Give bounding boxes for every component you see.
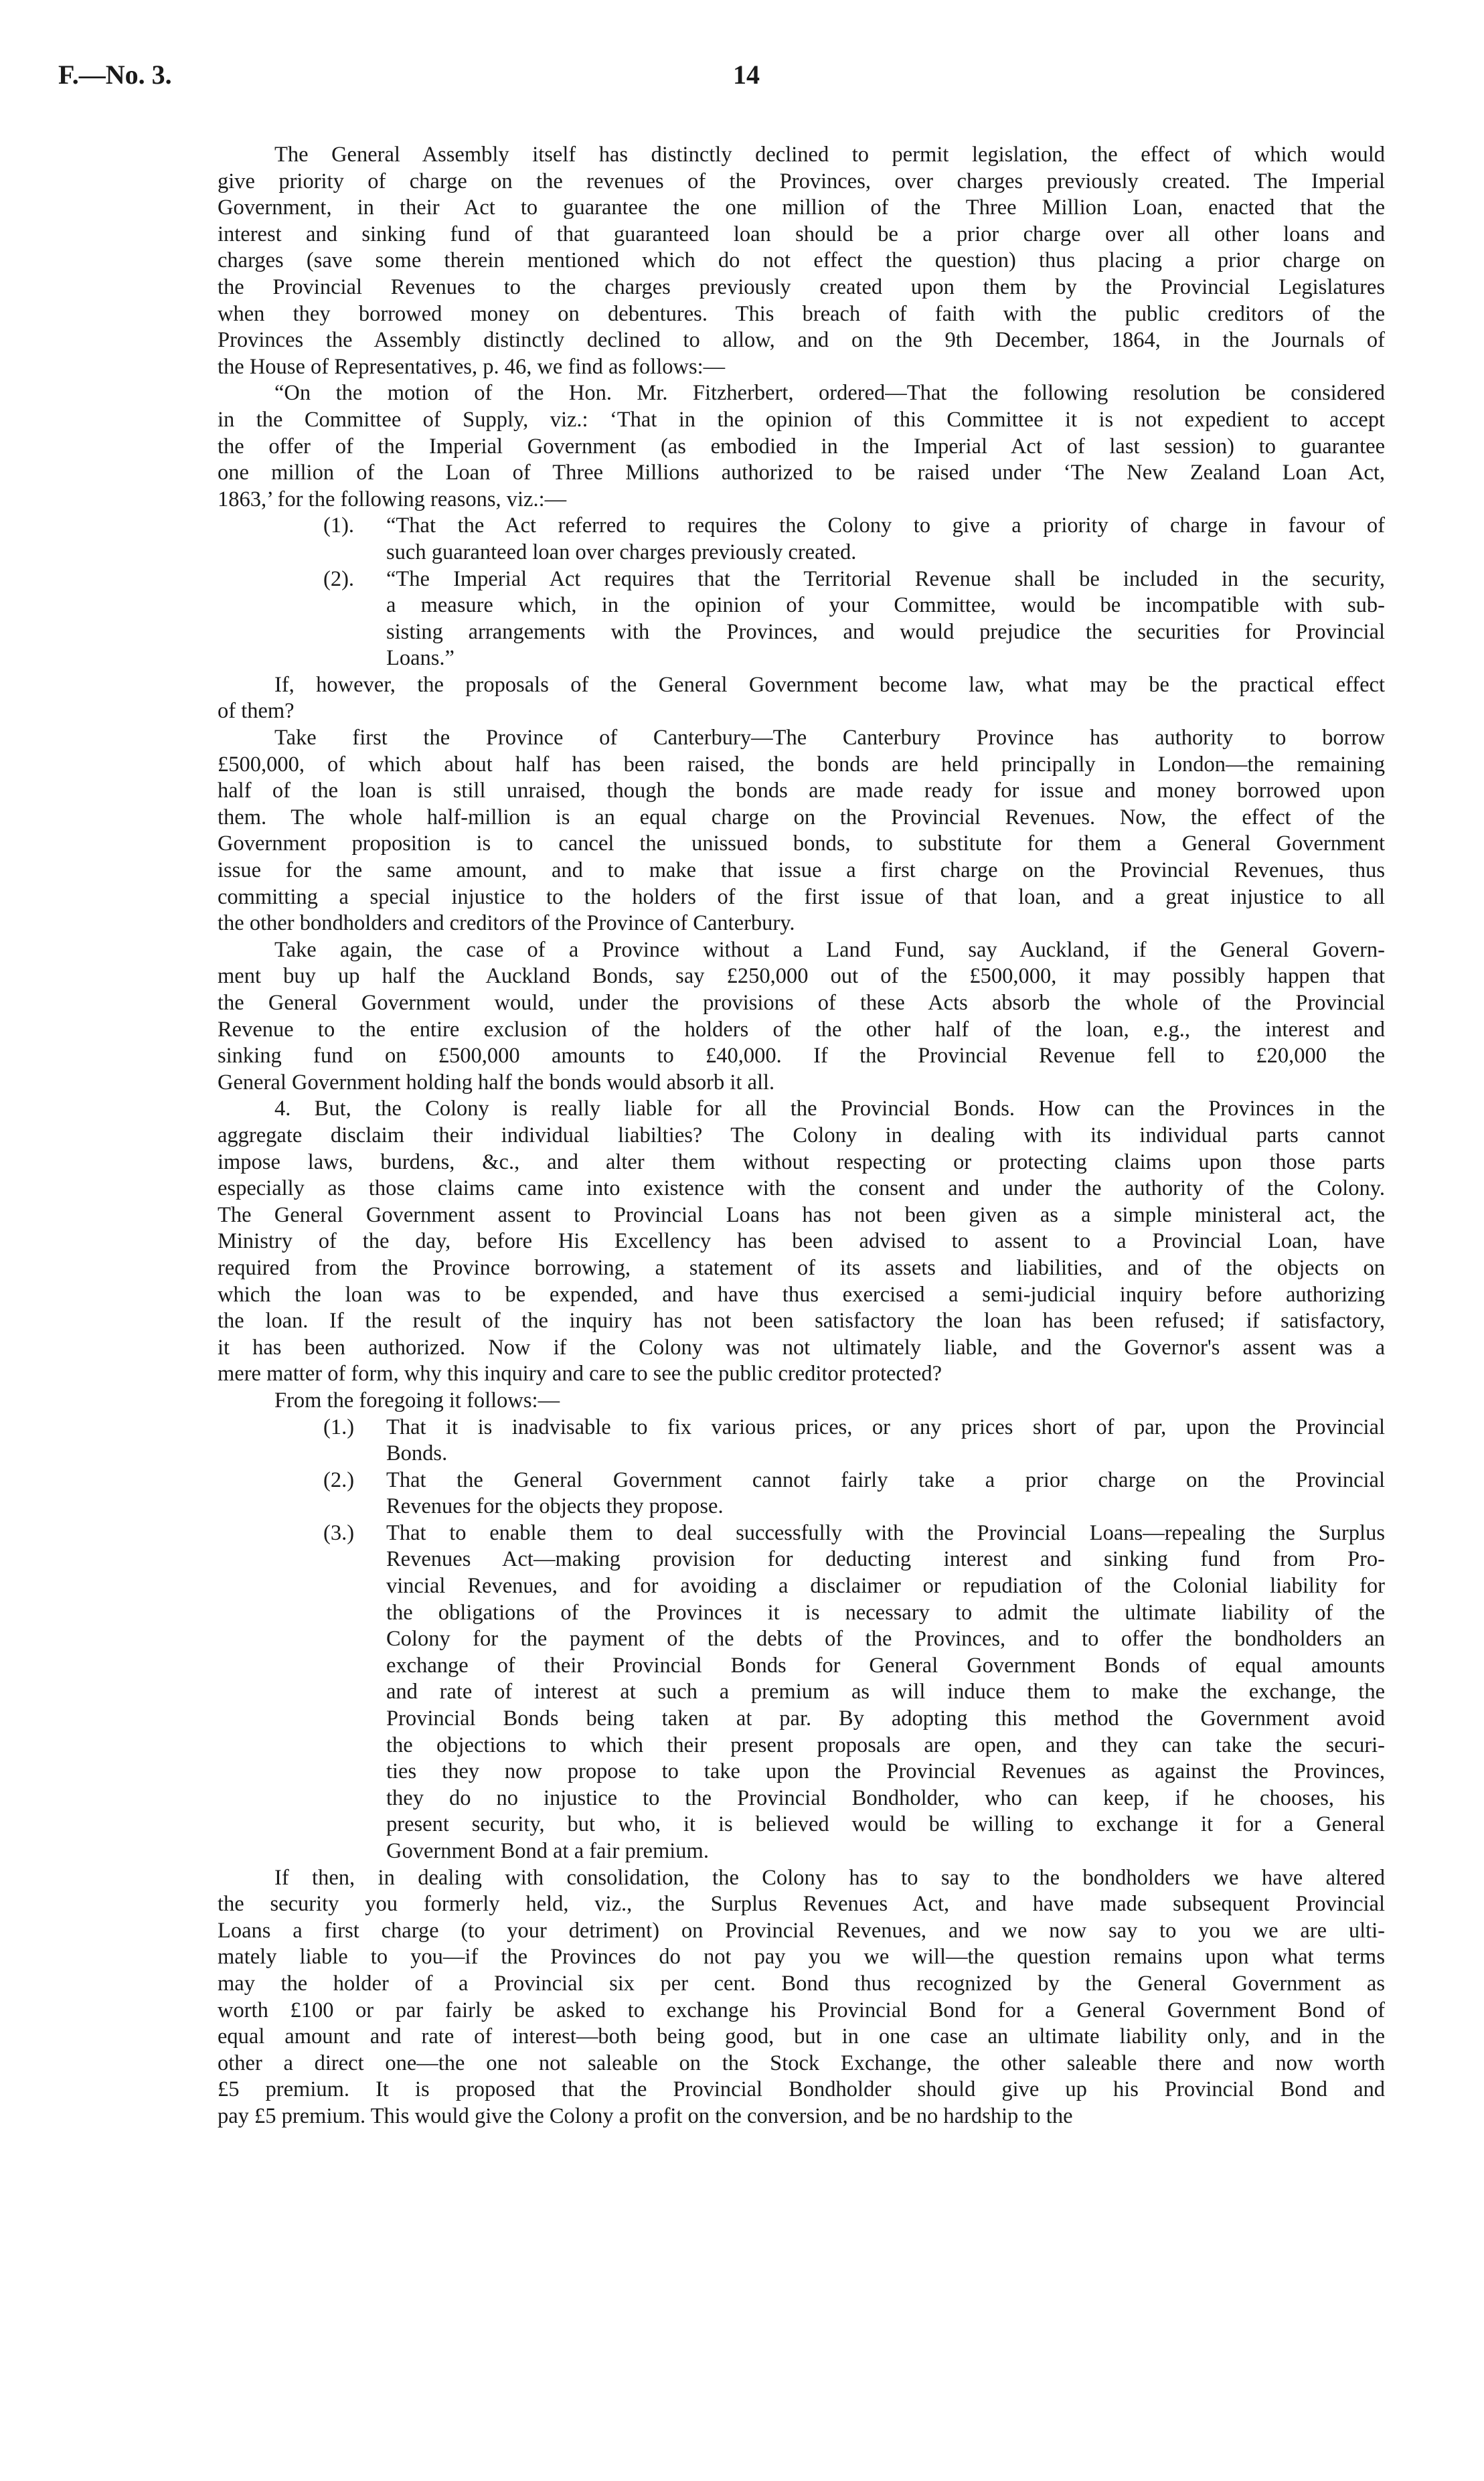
text-line: Ministry of the day, before His Excellency has been advised to assent to a Provincial Loan, have <box>218 1229 1385 1254</box>
numbered-item <box>218 1520 1385 1865</box>
paragraph <box>218 1865 1385 2130</box>
item-number: (1.) <box>323 1415 355 1439</box>
text-line: present security, but who, it is believed would be willing to exchange it for a General <box>386 1812 1385 1837</box>
numbered-item <box>218 1467 1385 1520</box>
text-line: half of the loan is still unraised, though the bonds are made ready for issue and money borrowed upon <box>218 779 1385 803</box>
numbered-item <box>218 1415 1385 1467</box>
text-line: That the General Government cannot fairly take a prior charge on the Provincial <box>386 1467 1385 1492</box>
item-number: (3.) <box>323 1520 355 1545</box>
text-line: General Government holding half the bonds would absorb it all. <box>218 1070 775 1095</box>
numbered-item <box>218 513 1385 566</box>
text-line: such guaranteed loan over charges previously created. <box>386 540 857 564</box>
text-line: interest and sinking fund of that guaranteed loan should be a prior charge over all other loans and <box>218 222 1385 246</box>
paragraph <box>218 1388 1385 1415</box>
text-line: required from the Province borrowing, a statement of its assets and liabilities, and of the objects on <box>218 1255 1385 1280</box>
text-line: of them? <box>218 699 295 724</box>
text-line: a measure which, in the opinion of your Committee, would be incompatible with sub- <box>386 593 1385 618</box>
text-line: aggregate disclaim their individual liabilties? The Colony in dealing with its individual parts cannot <box>218 1123 1385 1147</box>
text-line: impose laws, burdens, &c., and alter them without respecting or protecting claims upon those parts <box>218 1149 1385 1174</box>
text-line: ment buy up half the Auckland Bonds, say £250,000 out of the £500,000, it may possibly happen that <box>218 964 1385 989</box>
paragraph <box>218 725 1385 937</box>
text-line: they do no injustice to the Provincial Bondholder, who can keep, if he chooses, his <box>386 1785 1385 1810</box>
text-line: worth £100 or par fairly be asked to exchange his Provincial Bond for a General Government Bond of <box>218 1998 1385 2022</box>
numbered-item <box>218 566 1385 672</box>
text-line: give priority of charge on the revenues of the Provinces, over charges previously created. The Imperial <box>218 169 1385 193</box>
text-line: the offer of the Imperial Government (as embodied in the Imperial Act of last session) to guarantee <box>218 434 1385 459</box>
text-line: If then, in dealing with consolidation, the Colony has to say to the bondholders we have altered <box>274 1865 1385 1890</box>
text-line: Revenues for the objects they propose. <box>386 1494 724 1519</box>
text-line: “The Imperial Act requires that the Territorial Revenue shall be included in the security, <box>386 566 1385 591</box>
text-line: the Provincial Revenues to the charges previously created upon them by the Provincial Legislatures <box>218 274 1385 299</box>
text-line: sinking fund on £500,000 amounts to £40,000. If the Provincial Revenue fell to £20,000 the <box>218 1044 1385 1068</box>
paragraph <box>218 937 1385 1097</box>
text-line: Provincial Bonds being taken at par. By adopting this method the Government avoid <box>386 1706 1385 1731</box>
text-line: Revenues Act—making provision for deducting interest and sinking fund from Pro- <box>386 1547 1385 1572</box>
text-line: Loans a first charge (to your detriment) on Provincial Revenues, and we now say to you we are ulti- <box>218 1918 1385 1943</box>
text-line: other a direct one—the one not saleable on the Stock Exchange, the other saleable there and now worth <box>218 2051 1385 2075</box>
text-line: The General Assembly itself has distinctly declined to permit legislation, the effect of which would <box>274 143 1385 167</box>
text-line: equal amount and rate of interest—both being good, but in one case an ultimate liability only, and in the <box>218 2024 1385 2049</box>
text-line: the objections to which their present proposals are open, and they can take the securi- <box>386 1733 1385 1757</box>
text-line: the other bondholders and creditors of the Province of Canterbury. <box>218 911 795 936</box>
text-line: the General Government would, under the provisions of these Acts absorb the whole of the Provincial <box>218 991 1385 1015</box>
text-line: charges (save some therein mentioned which do not effect the question) thus placing a prior charge on <box>218 248 1385 273</box>
text-line: Government proposition is to cancel the unissued bonds, to substitute for them a General Government <box>218 831 1385 856</box>
text-line: “On the motion of the Hon. Mr. Fitzherbert, ordered—That the following resolution be considered <box>274 381 1385 406</box>
text-line: it has been authorized. Now if the Colony was not ultimately liable, and the Governor's assent was a <box>218 1335 1385 1360</box>
paragraph <box>218 380 1385 513</box>
text-line: 1863,’ for the following reasons, viz.:— <box>218 487 567 511</box>
text-line: the loan. If the result of the inquiry has not been satisfactory the loan has been refused; if satisfactory, <box>218 1309 1385 1334</box>
paragraph <box>218 1096 1385 1388</box>
paragraph <box>218 672 1385 725</box>
text-line: Government Bond at a fair premium. <box>386 1839 709 1863</box>
text-line: Loans.” <box>386 646 455 671</box>
text-line: Colony for the payment of the debts of the Provinces, and to offer the bondholders an <box>386 1627 1385 1652</box>
text-line: £5 premium. It is proposed that the Provincial Bondholder should give up his Provincial Bond and <box>218 2077 1385 2102</box>
text-line: the security you formerly held, viz., the Surplus Revenues Act, and have made subsequent Provincial <box>218 1892 1385 1917</box>
text-line: Bonds. <box>386 1441 448 1466</box>
text-line: If, however, the proposals of the General Government become law, what may be the practical effect <box>274 672 1385 697</box>
text-line: Provinces the Assembly distinctly declined to allow, and on the 9th December, 1864, in the Journals of <box>218 328 1385 353</box>
document-reference: F.—No. 3. <box>58 60 172 90</box>
text-line: The General Government assent to Provincial Loans has not been given as a simple ministeral act, the <box>218 1202 1385 1227</box>
text-line: mately liable to you—if the Provinces do not pay you we will—the question remains upon what terms <box>218 1945 1385 1970</box>
text-line: pay £5 premium. This would give the Colony a profit on the conversion, and be no hardship to the <box>218 2103 1073 2128</box>
paragraph <box>218 142 1385 380</box>
page-number: 14 <box>733 60 760 90</box>
text-line: 4. But, the Colony is really liable for all the Provincial Bonds. How can the Provinces in the <box>274 1097 1385 1121</box>
text-line: Government, in their Act to guarantee the one million of the Three Million Loan, enacted that the <box>218 195 1385 220</box>
text-line: the House of Representatives, p. 46, we find as follows:— <box>218 354 726 379</box>
text-line: “That the Act referred to requires the Colony to give a priority of charge in favour of <box>386 513 1385 538</box>
item-number: (1). <box>323 513 355 538</box>
text-line: which the loan was to be expended, and have thus exercised a semi-judicial inquiry before authorizing <box>218 1282 1385 1307</box>
text-line: That it is inadvisable to fix various prices, or any prices short of par, upon the Provincial <box>386 1415 1385 1439</box>
text-line: may the holder of a Provincial six per cent. Bond thus recognized by the General Government as <box>218 1971 1385 1996</box>
text-line: when they borrowed money on debentures. This breach of faith with the public creditors of the <box>218 301 1385 326</box>
document-body <box>218 142 1385 2130</box>
text-line: especially as those claims came into existence with the consent and under the authority of the Colony. <box>218 1176 1385 1201</box>
text-line: ties they now propose to take upon the Provincial Revenues as against the Provinces, <box>386 1759 1385 1784</box>
text-line: the obligations of the Provinces it is necessary to admit the ultimate liability of the <box>386 1600 1385 1625</box>
text-line: in the Committee of Supply, viz.: ‘That in the opinion of this Committee it is not expedient to accept <box>218 407 1385 432</box>
text-line: Take first the Province of Canterbury—The Canterbury Province has authority to borrow <box>274 726 1385 750</box>
text-line: Take again, the case of a Province without a Land Fund, say Auckland, if the General Govern- <box>274 937 1385 962</box>
item-number: (2). <box>323 566 355 591</box>
text-line: one million of the Loan of Three Millions authorized to be raised under ‘The New Zealand Loan Act, <box>218 461 1385 485</box>
text-line: and rate of interest at such a premium as will induce them to make the exchange, the <box>386 1680 1385 1704</box>
text-line: mere matter of form, why this inquiry and care to see the public creditor protected? <box>218 1362 942 1386</box>
text-line: vincial Revenues, and for avoiding a disclaimer or repudiation of the Colonial liability for <box>386 1574 1385 1599</box>
text-line: Revenue to the entire exclusion of the holders of the other half of the loan, e.g., the interest and <box>218 1017 1385 1042</box>
text-line: them. The whole half-million is an equal charge on the Provincial Revenues. Now, the effect of the <box>218 805 1385 829</box>
text-line: £500,000, of which about half has been raised, the bonds are held principally in London—the remaining <box>218 752 1385 777</box>
text-line: committing a special injustice to the holders of the first issue of that loan, and a great injustice to all <box>218 884 1385 909</box>
text-line: issue for the same amount, and to make that issue a first charge on the Provincial Revenues, thus <box>218 858 1385 883</box>
text-line: exchange of their Provincial Bonds for General Government Bonds of equal amounts <box>386 1653 1385 1678</box>
text-line: That to enable them to deal successfully with the Provincial Loans—repealing the Surplus <box>386 1520 1385 1545</box>
text-line: From the foregoing it follows:— <box>274 1388 560 1413</box>
item-number: (2.) <box>323 1467 355 1492</box>
text-line: sisting arrangements with the Provinces, and would prejudice the securities for Provincial <box>386 619 1385 644</box>
